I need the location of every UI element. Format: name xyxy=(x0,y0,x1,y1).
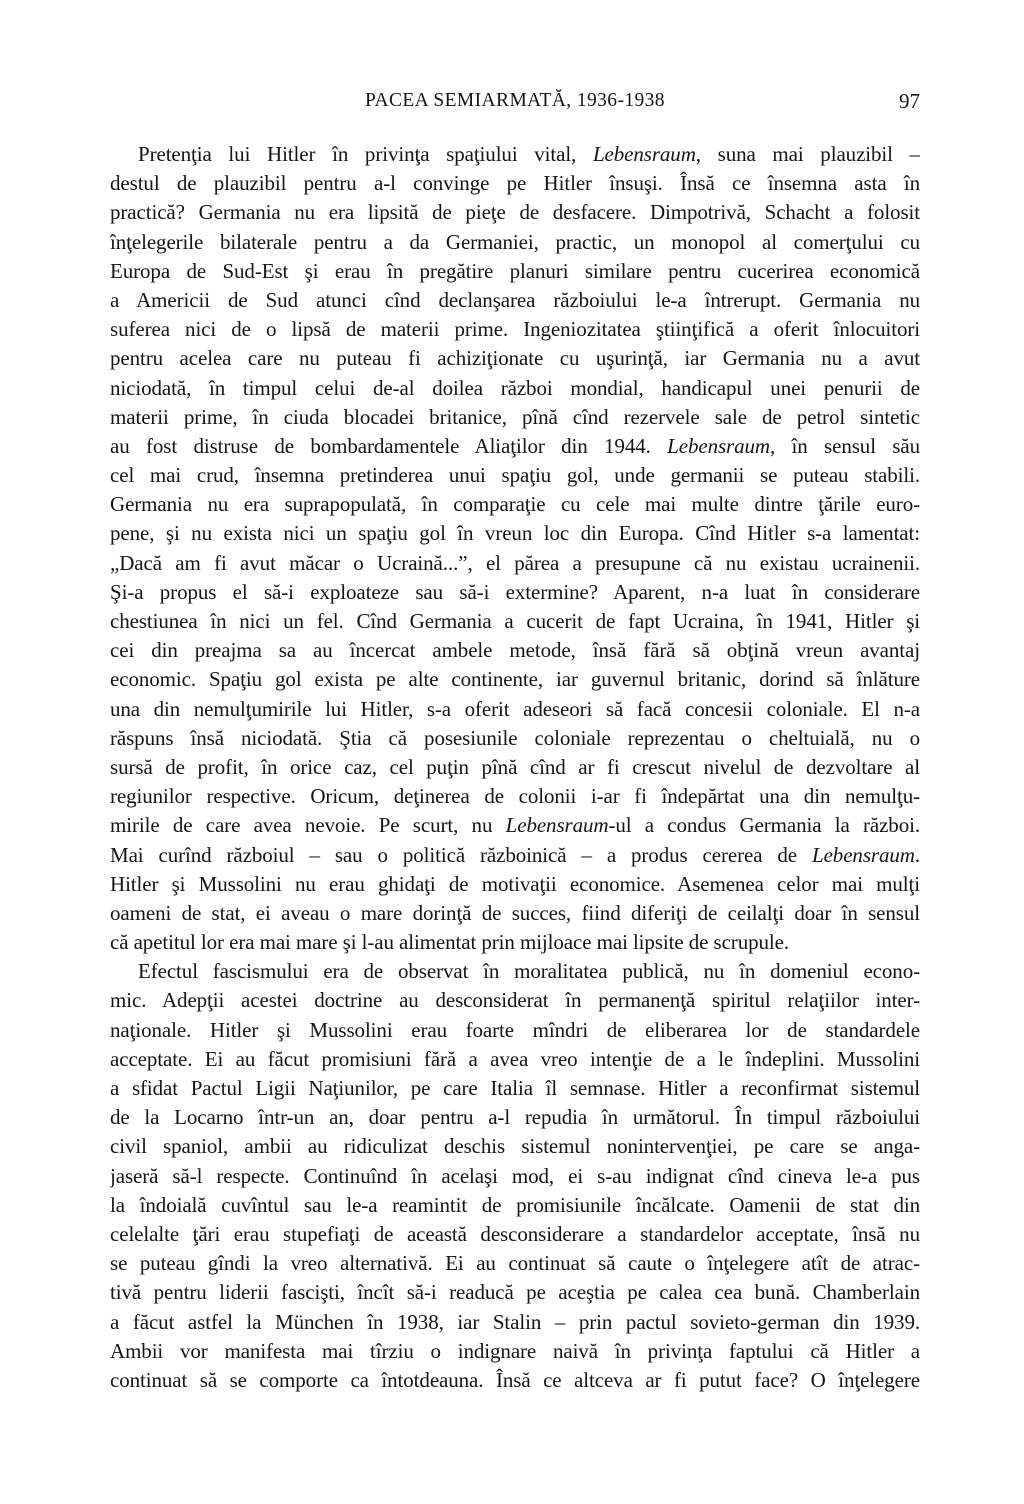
text-segment: , în sensul său xyxy=(770,433,920,458)
text-segment: materii prime, în ciuda blocadei britanice, pînă cînd rezervele sale de petrol sintetic xyxy=(110,404,920,429)
text-line xyxy=(110,169,920,198)
text-segment: că apetitul lor era mai mare şi l-au alimentat prin mijloace mai lipsite de scrupule. xyxy=(110,930,789,955)
text-line xyxy=(110,1191,920,1220)
text-segment: Ambii vor manifesta mai tîrziu o indignare naivă în privinţa faptului că Hitler a xyxy=(110,1338,920,1363)
text-segment: , suna mai plauzibil – xyxy=(695,142,920,166)
text-segment: a făcut astfel la München în 1938, iar Stalin – prin pactul sovieto-german din 1939. xyxy=(110,1309,920,1334)
italic-text-segment: Lebensraum xyxy=(812,842,915,867)
text-line xyxy=(110,1045,920,1074)
text-segment: înţelegerile bilaterale pentru a da Germaniei, practic, un monopol al comerţului cu xyxy=(110,229,920,254)
text-line xyxy=(110,986,920,1015)
text-segment: destul de plauzibil pentru a-l convinge pe Hitler însuşi. Însă ce însemna asta în xyxy=(110,171,920,196)
page-body xyxy=(110,140,920,1395)
text-segment: Hitler şi Mussolini nu erau ghidaţi de motivaţii economice. Asemenea celor mai mulţi xyxy=(110,871,920,896)
text-segment: acceptate. Ei au făcut promisiuni fără a avea vreo intenţie de a le îndeplini. Mussolini xyxy=(110,1046,920,1071)
text-segment: mic. Adepţii acestei doctrine au desconsiderat în permanenţă spiritul relaţiilor inter- xyxy=(110,988,920,1013)
text-segment: una din nemulţumirile lui Hitler, s-a oferit adeseori să facă concesii coloniale. El n-a xyxy=(110,696,920,721)
text-line xyxy=(110,636,920,665)
text-segment: celelalte ţări erau stupefiaţi de această desconsiderare a standardelor acceptate, însă nu xyxy=(110,1221,920,1246)
text-segment: . xyxy=(914,842,920,867)
text-segment: suferea nici de o lipsă de materii prime. Ingeniozitatea ştiinţifică a oferit înlocuitori xyxy=(110,317,920,342)
text-segment: se puteau gîndi la vreo alternativă. Ei au continuat să caute o înţelegere atît de atrac- xyxy=(110,1251,920,1276)
text-line xyxy=(110,607,920,636)
text-segment: economic. Spaţiu gol exista pe alte continente, iar guvernul britanic, dorind să înlăture xyxy=(110,667,920,692)
text-segment: Mai curînd războiul – sau o politică războinică – a produs cererea de xyxy=(110,842,812,867)
text-line xyxy=(110,198,920,227)
text-segment: continuat să se comporte ca întotdeauna. Însă ce altceva ar fi putut face? O înţelegere xyxy=(110,1367,920,1392)
italic-text-segment: Lebensraum xyxy=(667,433,770,458)
text-segment: jaseră să-l respecte. Continuînd în acelaşi mod, ei s-au indignat cînd cineva le-a pus xyxy=(110,1163,920,1188)
text-line xyxy=(110,957,920,986)
text-line xyxy=(110,432,920,461)
text-line xyxy=(110,1249,920,1278)
text-segment: Europa de Sud-Est şi erau în pregătire planuri similare pentru cucerirea economică xyxy=(110,258,920,283)
text-line xyxy=(110,1074,920,1103)
text-segment: -ul a condus Germania la război. xyxy=(608,813,920,838)
text-line xyxy=(110,1103,920,1132)
text-segment: regiunilor respective. Oricum, deţinerea de colonii i-ar fi îndepărtat una din nemulţu- xyxy=(110,784,920,809)
text-line xyxy=(110,1132,920,1161)
text-segment: tivă pentru liderii fascişti, încît să-i readucă pe aceştia pe calea cea bună. Chamberlain xyxy=(110,1280,920,1305)
text-segment: răspuns însă niciodată. Ştia că posesiunile coloniale reprezentau o cheltuială, nu o xyxy=(110,725,920,750)
text-segment: civil spaniol, ambii au ridiculizat deschis sistemul nonintervenţiei, pe care se anga- xyxy=(110,1134,920,1159)
text-segment: naţionale. Hitler şi Mussolini erau foarte mîndri de eliberarea lor de standardele xyxy=(110,1017,920,1042)
text-line xyxy=(110,1162,920,1191)
text-segment: la îndoială cuvîntul sau le-a reamintit de promisiunile încălcate. Oamenii de stat din xyxy=(110,1192,920,1217)
text-segment: oameni de stat, ei aveau o mare dorinţă de succes, fiind diferiţi de ceilalţi doar în sensul xyxy=(110,900,920,925)
text-line xyxy=(110,1220,920,1249)
text-line xyxy=(110,228,920,257)
text-line xyxy=(110,286,920,315)
text-line xyxy=(110,695,920,724)
text-segment: practică? Germania nu era lipsită de pieţe de desfacere. Dimpotrivă, Schacht a folosit xyxy=(110,200,920,225)
text-line xyxy=(110,841,920,870)
text-line xyxy=(110,870,920,899)
text-line xyxy=(110,811,920,840)
text-line xyxy=(110,578,920,607)
text-segment: cel mai crud, însemna pretinderea unui spaţiu gol, unde germanii se puteau stabili. xyxy=(110,463,920,488)
text-segment: au fost distruse de bombardamentele Aliaţilor din 1944. xyxy=(110,433,668,458)
text-line xyxy=(110,928,920,957)
text-line xyxy=(110,724,920,753)
text-line xyxy=(110,1016,920,1045)
text-line xyxy=(110,1278,920,1307)
text-line xyxy=(110,782,920,811)
text-segment: Pretenţia lui Hitler în privinţa spaţiului vital, xyxy=(138,142,593,166)
text-segment: Germania nu era suprapopulată, în comparaţie cu cele mai multe dintre ţările euro- xyxy=(110,492,920,517)
text-segment: Efectul fascismului era de observat în moralitatea publică, nu în domeniul econo- xyxy=(138,959,920,984)
text-line xyxy=(110,315,920,344)
text-line xyxy=(110,461,920,490)
text-segment: cei din preajma sa au încercat ambele metode, însă fără să obţină vreun avantaj xyxy=(110,638,920,663)
text-segment: de la Locarno într-un an, doar pentru a-l repudia în următorul. În timpul războiului xyxy=(110,1105,920,1130)
text-line xyxy=(110,344,920,373)
text-line xyxy=(110,549,920,578)
text-line xyxy=(110,490,920,519)
text-segment: sursă de profit, în orice caz, cel puţin pînă cînd ar fi crescut nivelul de dezvoltare al xyxy=(110,754,920,779)
text-line xyxy=(110,1337,920,1366)
text-line xyxy=(110,403,920,432)
text-segment: „Dacă am fi avut măcar o Ucraină...”, el părea a presupune că nu existau ucrainenii. xyxy=(110,550,920,575)
text-line xyxy=(110,374,920,403)
text-line xyxy=(110,753,920,782)
text-segment: a sfidat Pactul Ligii Naţiunilor, pe care Italia îl semnase. Hitler a reconfirmat sistemul xyxy=(110,1076,920,1100)
text-segment: a Americii de Sud atunci cînd declanşarea războiului le-a întrerupt. Germania nu xyxy=(110,287,920,312)
text-line xyxy=(110,665,920,694)
text-segment: chestiunea în nici un fel. Cînd Germania a cucerit de fapt Ucraina, în 1941, Hitler şi xyxy=(110,609,920,633)
italic-text-segment: Lebensraum xyxy=(592,142,696,166)
text-line xyxy=(110,140,920,169)
page-number: 97 xyxy=(899,89,920,113)
text-line xyxy=(110,899,920,928)
text-segment: pene, şi nu exista nici un spaţiu gol în vreun loc din Europa. Cînd Hitler s-a lamentat: xyxy=(110,521,920,546)
text-segment: mirile de care avea nevoie. Pe scurt, nu xyxy=(110,813,506,838)
page-header xyxy=(110,88,920,118)
running-head-title: PACEA SEMIARMATĂ, 1936-1938 xyxy=(365,90,665,111)
text-line xyxy=(110,257,920,286)
italic-text-segment: Lebensraum xyxy=(505,813,609,838)
text-segment: niciodată, în timpul celui de-al doilea război mondial, handicapul unei penurii de xyxy=(110,375,920,400)
text-line xyxy=(110,519,920,548)
text-line xyxy=(110,1366,920,1395)
text-segment: Şi-a propus el să-i exploateze sau să-i extermine? Aparent, n-a luat în considerare xyxy=(110,579,920,604)
text-segment: pentru acelea care nu puteau fi achiziţionate cu uşurinţă, iar Germania nu a avut xyxy=(110,346,920,371)
text-line xyxy=(110,1308,920,1337)
